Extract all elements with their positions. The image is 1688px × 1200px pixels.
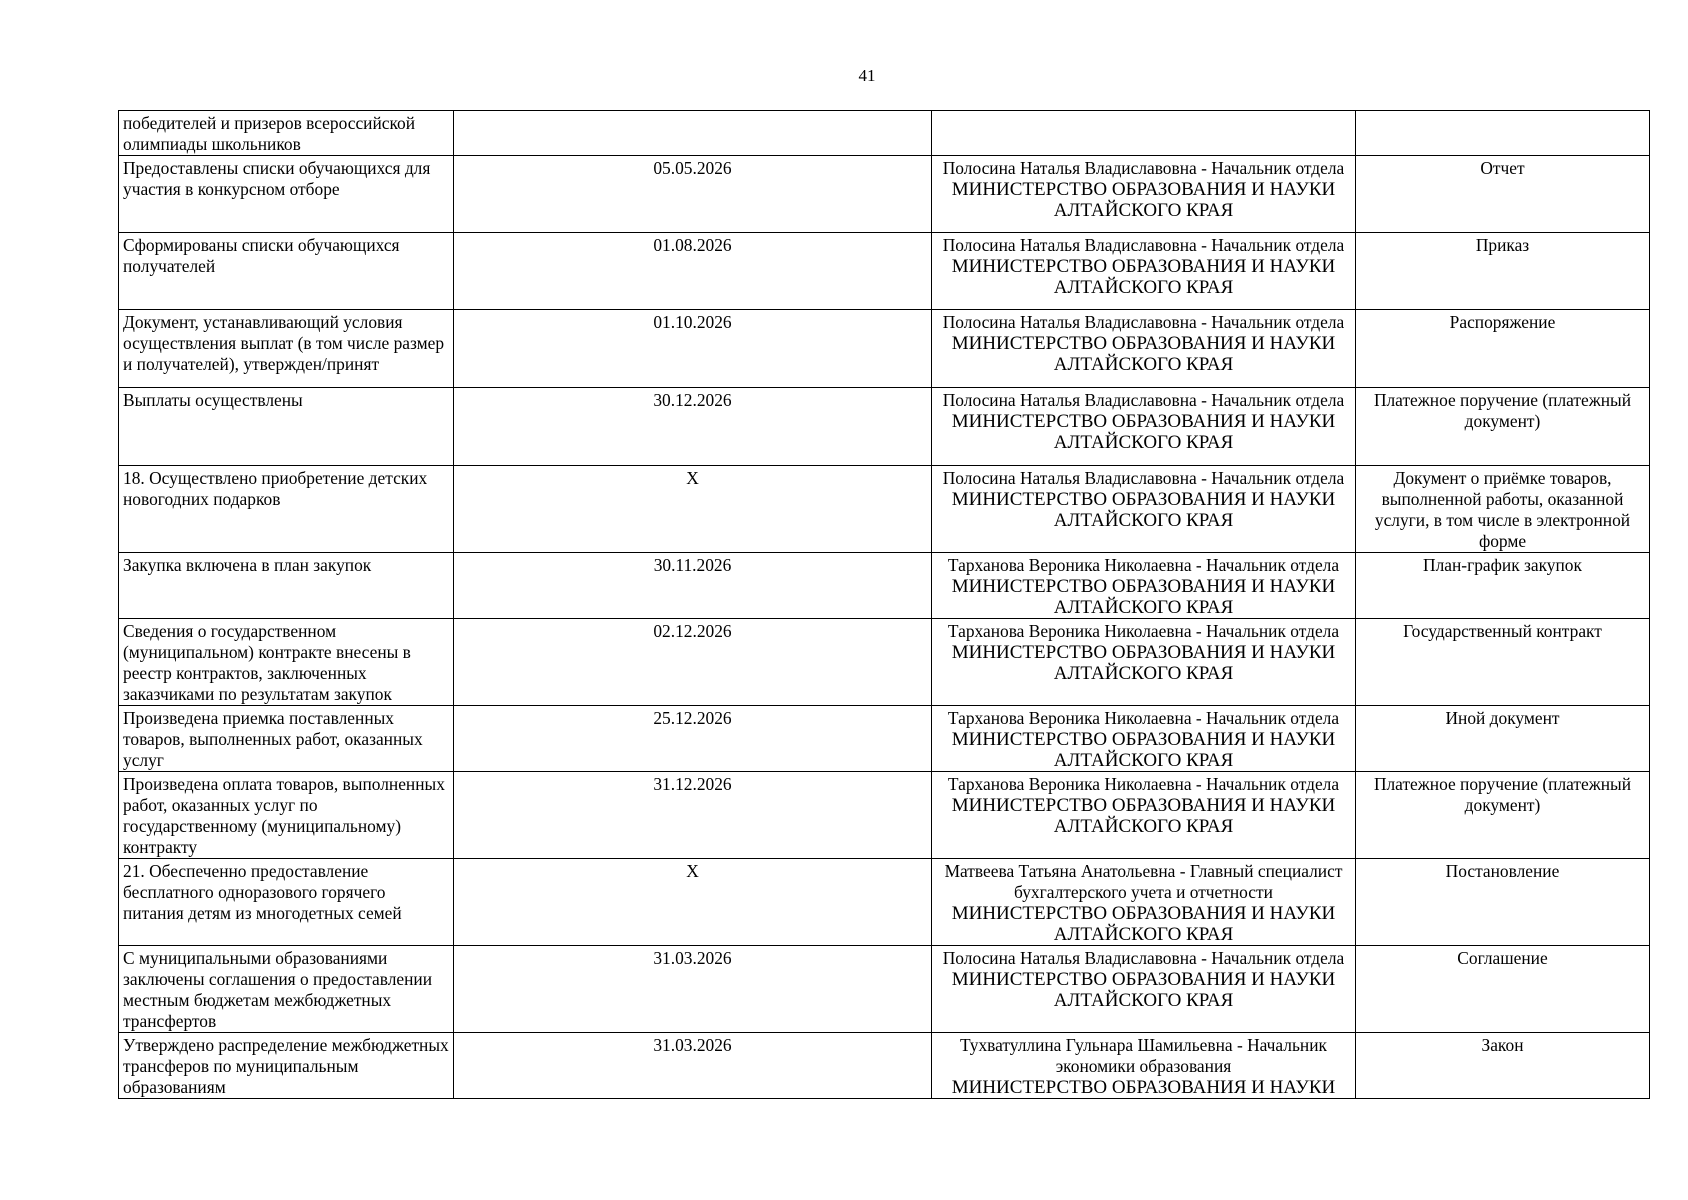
responsible-organization: МИНИСТЕРСТВО ОБРАЗОВАНИЯ И НАУКИ АЛТАЙСКОГО КРАЯ xyxy=(951,642,1336,684)
table-row xyxy=(119,111,1650,156)
responsible-person: Полосина Наталья Владиславовна - Начальник отдела xyxy=(942,235,1345,255)
table-row xyxy=(119,859,1650,946)
responsible-person: Полосина Наталья Владиславовна - Начальник отдела xyxy=(942,468,1345,488)
table-row xyxy=(119,466,1650,553)
deadline-cell: 31.12.2026 xyxy=(454,772,932,859)
deadline-cell: 05.05.2026 xyxy=(454,156,932,233)
document-type-cell: Платежное поручение (платежный документ) xyxy=(1356,388,1650,466)
table-row xyxy=(119,156,1650,233)
responsible-person: Тарханова Вероника Николаевна - Начальник отдела xyxy=(947,708,1340,728)
event-name-cell: Произведена приемка поставленных товаров, выполненных работ, оказанных услуг xyxy=(119,706,454,772)
responsible-organization: МИНИСТЕРСТВО ОБРАЗОВАНИЯ И НАУКИ АЛТАЙСКОГО КРАЯ xyxy=(951,795,1336,837)
table-row xyxy=(119,772,1650,859)
responsible-cell xyxy=(932,553,1356,619)
event-name-cell: 18. Осуществлено приобретение детских новогодних подарков xyxy=(119,466,454,553)
document-type-cell: Отчет xyxy=(1356,156,1650,233)
responsible-organization: МИНИСТЕРСТВО ОБРАЗОВАНИЯ И НАУКИ xyxy=(951,1077,1336,1098)
responsible-cell xyxy=(932,466,1356,553)
responsible-organization: МИНИСТЕРСТВО ОБРАЗОВАНИЯ И НАУКИ АЛТАЙСКОГО КРАЯ xyxy=(951,179,1336,221)
event-name-cell: победителей и призеров всероссийской олимпиады школьников xyxy=(119,111,454,156)
event-name-cell: 21. Обеспеченно предоставление бесплатного одноразового горячего питания детям из многодетных семей xyxy=(119,859,454,946)
responsible-cell xyxy=(932,946,1356,1033)
responsible-person: Матвеева Татьяна Анатольевна - Главный специалист бухгалтерского учета и отчетности xyxy=(944,861,1343,902)
responsible-person: Полосина Наталья Владиславовна - Начальник отдела xyxy=(942,158,1345,178)
table-row xyxy=(119,946,1650,1033)
responsible-cell xyxy=(932,772,1356,859)
deadline-cell: 25.12.2026 xyxy=(454,706,932,772)
event-name-cell: С муниципальными образованиями заключены соглашения о предоставлении местным бюджетам межбюджетных трансфертов xyxy=(119,946,454,1033)
document-type-cell: Приказ xyxy=(1356,233,1650,310)
responsible-person: Полосина Наталья Владиславовна - Начальник отдела xyxy=(942,390,1345,410)
event-name-cell: Закупка включена в план закупок xyxy=(119,553,454,619)
deadline-cell: 30.11.2026 xyxy=(454,553,932,619)
document-type-cell xyxy=(1356,111,1650,156)
table-row xyxy=(119,233,1650,310)
responsible-organization: МИНИСТЕРСТВО ОБРАЗОВАНИЯ И НАУКИ АЛТАЙСКОГО КРАЯ xyxy=(951,576,1336,618)
table-row xyxy=(119,553,1650,619)
document-type-cell: Закон xyxy=(1356,1033,1650,1099)
document-type-cell: Иной документ xyxy=(1356,706,1650,772)
table-row xyxy=(119,310,1650,388)
responsible-organization: МИНИСТЕРСТВО ОБРАЗОВАНИЯ И НАУКИ АЛТАЙСКОГО КРАЯ xyxy=(951,489,1336,531)
table-row xyxy=(119,1033,1650,1099)
deadline-cell: X xyxy=(454,859,932,946)
document-type-cell: Государственный контракт xyxy=(1356,619,1650,706)
responsible-organization: МИНИСТЕРСТВО ОБРАЗОВАНИЯ И НАУКИ АЛТАЙСКОГО КРАЯ xyxy=(951,903,1336,945)
table-body xyxy=(119,111,1650,1099)
responsible-person: Тарханова Вероника Николаевна - Начальник отдела xyxy=(947,774,1340,794)
responsible-organization: МИНИСТЕРСТВО ОБРАЗОВАНИЯ И НАУКИ АЛТАЙСКОГО КРАЯ xyxy=(951,411,1336,453)
document-type-cell: Документ о приёмке товаров, выполненной работы, оказанной услуги, в том числе в электронной форме xyxy=(1356,466,1650,553)
responsible-person: Тухватуллина Гульнара Шамильевна - Начальник экономики образования xyxy=(960,1035,1327,1076)
table-row xyxy=(119,619,1650,706)
event-name-cell: Сведения о государственном (муниципальном) контракте внесены в реестр контрактов, заключенных заказчиками по результатам закупок xyxy=(119,619,454,706)
document-type-cell: Постановление xyxy=(1356,859,1650,946)
responsible-cell xyxy=(932,310,1356,388)
deadline-cell: 01.08.2026 xyxy=(454,233,932,310)
deadline-cell: 02.12.2026 xyxy=(454,619,932,706)
document-type-cell: Платежное поручение (платежный документ) xyxy=(1356,772,1650,859)
responsible-person: Тарханова Вероника Николаевна - Начальник отдела xyxy=(947,621,1340,641)
responsible-person: Тарханова Вероника Николаевна - Начальник отдела xyxy=(947,555,1340,575)
responsible-organization: МИНИСТЕРСТВО ОБРАЗОВАНИЯ И НАУКИ АЛТАЙСКОГО КРАЯ xyxy=(951,969,1336,1011)
responsible-cell xyxy=(932,859,1356,946)
responsible-cell xyxy=(932,156,1356,233)
table-row xyxy=(119,706,1650,772)
event-name-cell: Произведена оплата товаров, выполненных работ, оказанных услуг по государственному (муниципальному) контракту xyxy=(119,772,454,859)
event-name-cell: Выплаты осуществлены xyxy=(119,388,454,466)
deadline-cell: X xyxy=(454,466,932,553)
table-row xyxy=(119,388,1650,466)
responsible-organization: МИНИСТЕРСТВО ОБРАЗОВАНИЯ И НАУКИ АЛТАЙСКОГО КРАЯ xyxy=(951,256,1336,298)
responsible-cell xyxy=(932,706,1356,772)
responsible-organization: МИНИСТЕРСТВО ОБРАЗОВАНИЯ И НАУКИ АЛТАЙСКОГО КРАЯ xyxy=(951,333,1336,375)
page-number: 41 xyxy=(858,66,876,85)
deadline-cell: 01.10.2026 xyxy=(454,310,932,388)
event-name-cell: Утверждено распределение межбюджетных трансферов по муниципальным образованиям xyxy=(119,1033,454,1099)
document-type-cell: Распоряжение xyxy=(1356,310,1650,388)
responsible-cell xyxy=(932,111,1356,156)
responsible-organization: МИНИСТЕРСТВО ОБРАЗОВАНИЯ И НАУКИ АЛТАЙСКОГО КРАЯ xyxy=(951,729,1336,771)
responsible-person: Полосина Наталья Владиславовна - Начальник отдела xyxy=(942,948,1345,968)
deadline-cell: 30.12.2026 xyxy=(454,388,932,466)
deadline-cell: 31.03.2026 xyxy=(454,946,932,1033)
event-name-cell: Документ, устанавливающий условия осуществления выплат (в том числе размер и получателей), утвержден/принят xyxy=(119,310,454,388)
responsible-person: Полосина Наталья Владиславовна - Начальник отдела xyxy=(942,312,1345,332)
responsible-cell xyxy=(932,388,1356,466)
control-points-table xyxy=(118,110,1650,1099)
responsible-cell xyxy=(932,233,1356,310)
deadline-cell xyxy=(454,111,932,156)
document-type-cell: Соглашение xyxy=(1356,946,1650,1033)
event-name-cell: Сформированы списки обучающихся получателей xyxy=(119,233,454,310)
event-name-cell: Предоставлены списки обучающихся для участия в конкурсном отборе xyxy=(119,156,454,233)
document-type-cell: План-график закупок xyxy=(1356,553,1650,619)
responsible-cell xyxy=(932,619,1356,706)
deadline-cell: 31.03.2026 xyxy=(454,1033,932,1099)
responsible-cell xyxy=(932,1033,1356,1099)
